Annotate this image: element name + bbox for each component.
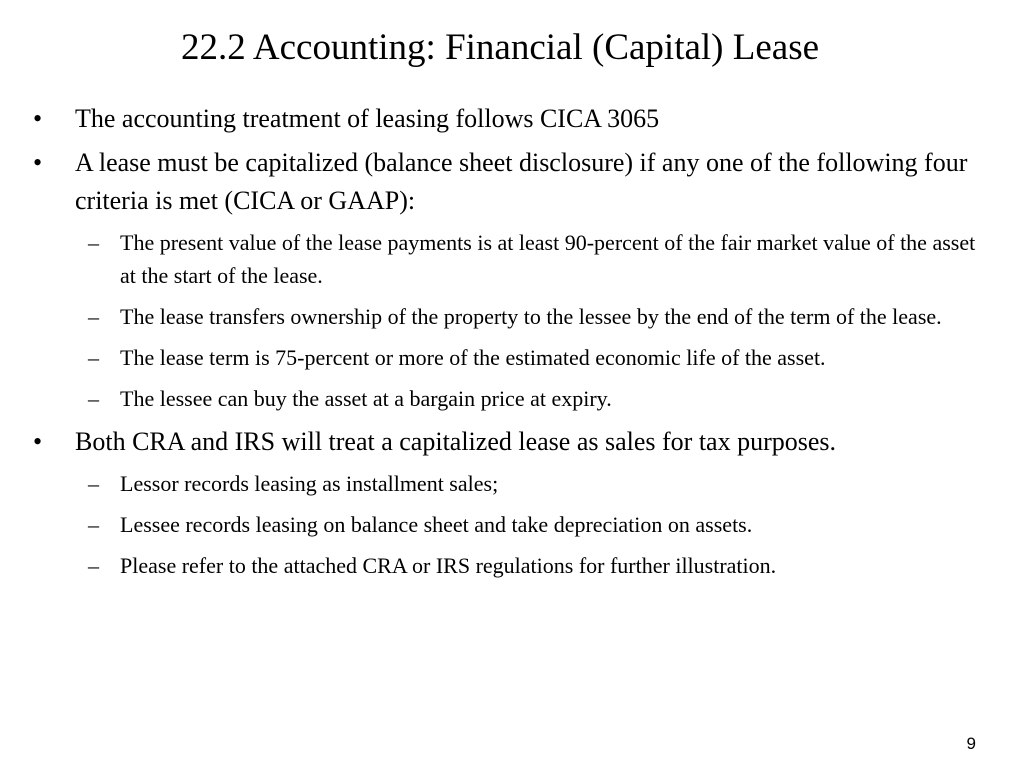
sub-bullet-marker: – — [88, 230, 99, 255]
bullet-text: A lease must be capitalized (balance sheet disclosure) if any one of the following four criteria is met (CICA or GAAP): — [75, 148, 968, 215]
sub-bullet-text: The present value of the lease payments is at least 90-percent of the fair market value of the asset at the start of the lease. — [120, 230, 976, 288]
bullet-text: The accounting treatment of leasing follows CICA 3065 — [75, 104, 660, 133]
sub-bullet-marker: – — [88, 512, 99, 537]
sub-bullet-marker: – — [88, 471, 99, 496]
bullet-item — [33, 144, 993, 220]
bullet-item — [33, 423, 993, 461]
slide-content — [33, 100, 993, 590]
sub-bullet-marker: – — [88, 553, 99, 578]
sub-bullet-marker: – — [88, 386, 99, 411]
bullet-item — [33, 100, 993, 138]
slide-title: 22.2 Accounting: Financial (Capital) Lease — [180, 27, 820, 68]
sub-bullet-text: Lessor records leasing as installment sales; — [120, 471, 499, 496]
sub-bullet-item — [33, 300, 993, 333]
sub-bullet-marker: – — [88, 304, 99, 329]
bullet-text: Both CRA and IRS will treat a capitalized lease as sales for tax purposes. — [75, 427, 837, 456]
sub-bullet-text: The lease term is 75-percent or more of the estimated economic life of the asset. — [120, 345, 826, 370]
sub-bullet-text: The lessee can buy the asset at a bargain price at expiry. — [120, 386, 612, 411]
page-number: 9 — [966, 734, 976, 753]
sub-bullet-item — [33, 549, 993, 582]
bullet-marker: • — [33, 148, 43, 177]
sub-bullet-marker: – — [88, 345, 99, 370]
sub-bullet-text: Lessee records leasing on balance sheet and take depreciation on assets. — [120, 512, 753, 537]
bullet-marker: • — [33, 104, 43, 133]
sub-bullet-item — [33, 382, 993, 415]
sub-bullet-item — [33, 467, 993, 500]
sub-bullet-item — [33, 341, 993, 374]
sub-bullet-text: The lease transfers ownership of the property to the lessee by the end of the term of the lease. — [120, 304, 942, 329]
bullet-marker: • — [33, 427, 43, 456]
sub-bullet-text: Please refer to the attached CRA or IRS regulations for further illustration. — [120, 553, 777, 578]
sub-bullet-item — [33, 508, 993, 541]
sub-bullet-item — [33, 226, 993, 292]
